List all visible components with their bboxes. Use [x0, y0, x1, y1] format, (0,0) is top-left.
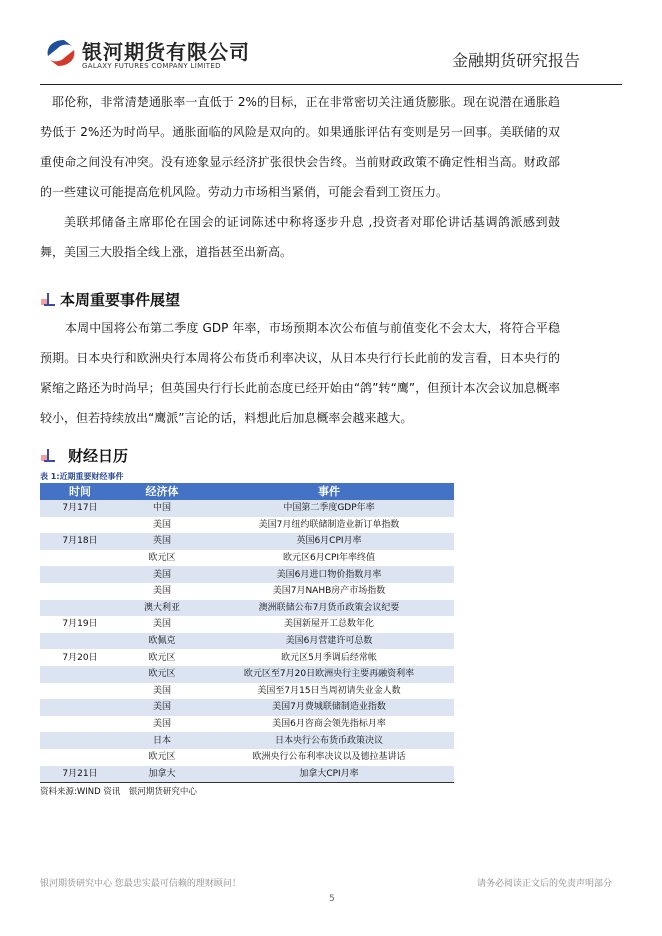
- table-row: [40, 517, 454, 534]
- economy-cell: 欧佩克: [120, 633, 204, 650]
- event-cell: 欧洲央行公布利率决议以及德拉基讲话: [252, 752, 406, 763]
- event-cell: 英国6月CPI月率: [204, 533, 454, 550]
- page-number: 5: [329, 894, 335, 904]
- table-row: [40, 533, 454, 550]
- page-footer: [0, 878, 662, 936]
- column-header: 时间: [40, 483, 120, 500]
- table-row: [40, 666, 454, 683]
- event-cell: 美国7月NAHB房产市场指数: [272, 586, 386, 597]
- table-row: [40, 766, 454, 783]
- economy-cell: 美国: [152, 586, 171, 597]
- economy-cell: 美国: [152, 719, 171, 730]
- date-cell: [40, 749, 120, 766]
- date-cell: [40, 550, 120, 567]
- table-row: [40, 699, 454, 716]
- economy-cell: 英国: [120, 533, 204, 550]
- date-cell: 7月21日: [40, 766, 120, 783]
- economy-cell: 美国: [152, 685, 171, 696]
- date-cell: [40, 600, 120, 617]
- table-source: 资料来源:WIND 资讯 银河期货研究中心: [40, 787, 197, 798]
- economy-cell: 欧元区: [148, 652, 176, 663]
- page-header: [0, 0, 662, 85]
- report-type: 金融期货研究报告: [451, 51, 580, 70]
- economy-cell: 中国: [120, 500, 204, 517]
- event-cell: 美国至7月15日当周初请失业金人数: [257, 685, 401, 696]
- paragraph: 美联邦储备主席耶伦在国会的证词陈述中称将逐步升息 ,投资者对耶伦讲话基调鸽派感到鼓舞，美国三大股指全线上涨，道指甚至出新高。: [40, 215, 560, 259]
- economy-cell: 日本: [120, 732, 204, 749]
- calendar-table: [40, 483, 454, 783]
- event-cell: 美国6月营建许可总数: [204, 633, 454, 650]
- company-name-cn: 银河期货有限公司: [82, 40, 250, 64]
- column-header: 事件: [204, 483, 454, 500]
- date-cell: [40, 583, 120, 600]
- table-row: [40, 600, 454, 617]
- economy-cell: 美国: [152, 519, 171, 530]
- paragraph: 本周中国将公布第二季度 GDP 年率，市场预期本次公布值与前值变化不会太大，将符合平稳预期。日本央行和欧洲央行本周将公布货币利率决议，从日本央行行长此前的发言看，日本央行的紧缩之路还为时尚早；但英国央行行长此前态度已经开始由“鸽”转“鹰”，但预计本次会议加息概率较小，但若持续放出“鹰派”言论的话，料想此后加息概率会越来越大。: [40, 321, 560, 425]
- event-cell: 美国7月纽约联储制造业新订单指数: [258, 519, 400, 530]
- event-cell: 美国6月咨商会领先指标月率: [272, 719, 386, 730]
- economy-cell: 美国: [120, 566, 204, 583]
- date-cell: [40, 566, 120, 583]
- table-row: [40, 616, 454, 633]
- date-cell: [40, 699, 120, 716]
- column-header: 经济体: [120, 483, 204, 500]
- paragraph: 耶伦称，非常清楚通胀率一直低于 2%的目标，正在非常密切关注通货膨胀。现在说潜在通胀趋势低于 2%还为时尚早。通胀面临的风险是双向的。如果通胀评估有变则是另一回事。美联储的双重使命之间没有冲突。没有迹象显示经济扩张很快会告终。当前财政政策不确定性相当高。财政部的一些建议可能提高危机风险。劳动力市场相当紧俏，可能会看到工资压力。: [40, 95, 560, 199]
- event-cell: 美国新屋开工总数年化: [283, 619, 374, 630]
- date-cell: [40, 716, 120, 733]
- economy-cell: 欧元区: [148, 553, 176, 564]
- date-cell: 7月17日: [40, 500, 120, 517]
- date-cell: 7月18日: [40, 533, 120, 550]
- table-row: [40, 566, 454, 583]
- event-cell: 欧元区5月季调后经常帐: [281, 652, 377, 663]
- event-cell: 日本央行公布货币政策决议: [204, 732, 454, 749]
- table-row: [40, 749, 454, 766]
- date-cell: [40, 732, 120, 749]
- company-name-en: GALAXY FUTURES COMPANY LIMITED: [82, 62, 221, 70]
- date-cell: [40, 683, 120, 700]
- footer-slogan: 银河期货研究中心 您最忠实最可信赖的理财顾问！: [40, 879, 241, 889]
- table-row: [40, 583, 454, 600]
- section-heading: [40, 289, 622, 311]
- section-bullet-icon: [40, 448, 56, 464]
- date-cell: 7月19日: [62, 619, 98, 630]
- event-cell: 欧元区至7月20日欧洲央行主要再融资利率: [204, 666, 454, 683]
- page-content: [0, 85, 662, 798]
- table-row: [40, 732, 454, 749]
- economy-cell: 加拿大: [120, 766, 204, 783]
- section-bullet-icon: [40, 292, 56, 308]
- table-row: [40, 649, 454, 666]
- section-title: 财经日历: [68, 447, 129, 465]
- event-cell: 美国7月费城联储制造业指数: [204, 699, 454, 716]
- economy-cell: 美国: [120, 699, 204, 716]
- date-cell: 7月20日: [62, 652, 98, 663]
- economy-cell: 欧元区: [120, 666, 204, 683]
- table-row: [40, 716, 454, 733]
- table-row: [40, 683, 454, 700]
- event-cell: 澳洲联储公布7月货币政策会议纪要: [204, 600, 454, 617]
- table-row: [40, 500, 454, 517]
- economy-cell: 澳大利亚: [120, 600, 204, 617]
- event-cell: 加拿大CPI月率: [204, 766, 454, 783]
- date-cell: [40, 633, 120, 650]
- event-cell: 中国第二季度GDP年率: [204, 500, 454, 517]
- footer-disclaimer: 请务必阅读正文后的免责声明部分: [476, 879, 612, 889]
- section-title: 本周重要事件展望: [60, 291, 181, 309]
- date-cell: [40, 517, 120, 534]
- table-row: [40, 550, 454, 567]
- section-heading: [40, 445, 622, 467]
- event-cell: 美国6月进口物价指数月率: [204, 566, 454, 583]
- date-cell: [40, 666, 120, 683]
- event-cell: 欧元区6月CPI年率终值: [282, 553, 376, 564]
- economy-cell: 美国: [152, 619, 171, 630]
- economy-cell: 欧元区: [148, 752, 176, 763]
- table-caption: 表 1:近期重要财经事件: [40, 472, 124, 481]
- galaxy-logo-icon: [44, 38, 78, 68]
- table-row: [40, 633, 454, 650]
- header-divider: [40, 84, 622, 85]
